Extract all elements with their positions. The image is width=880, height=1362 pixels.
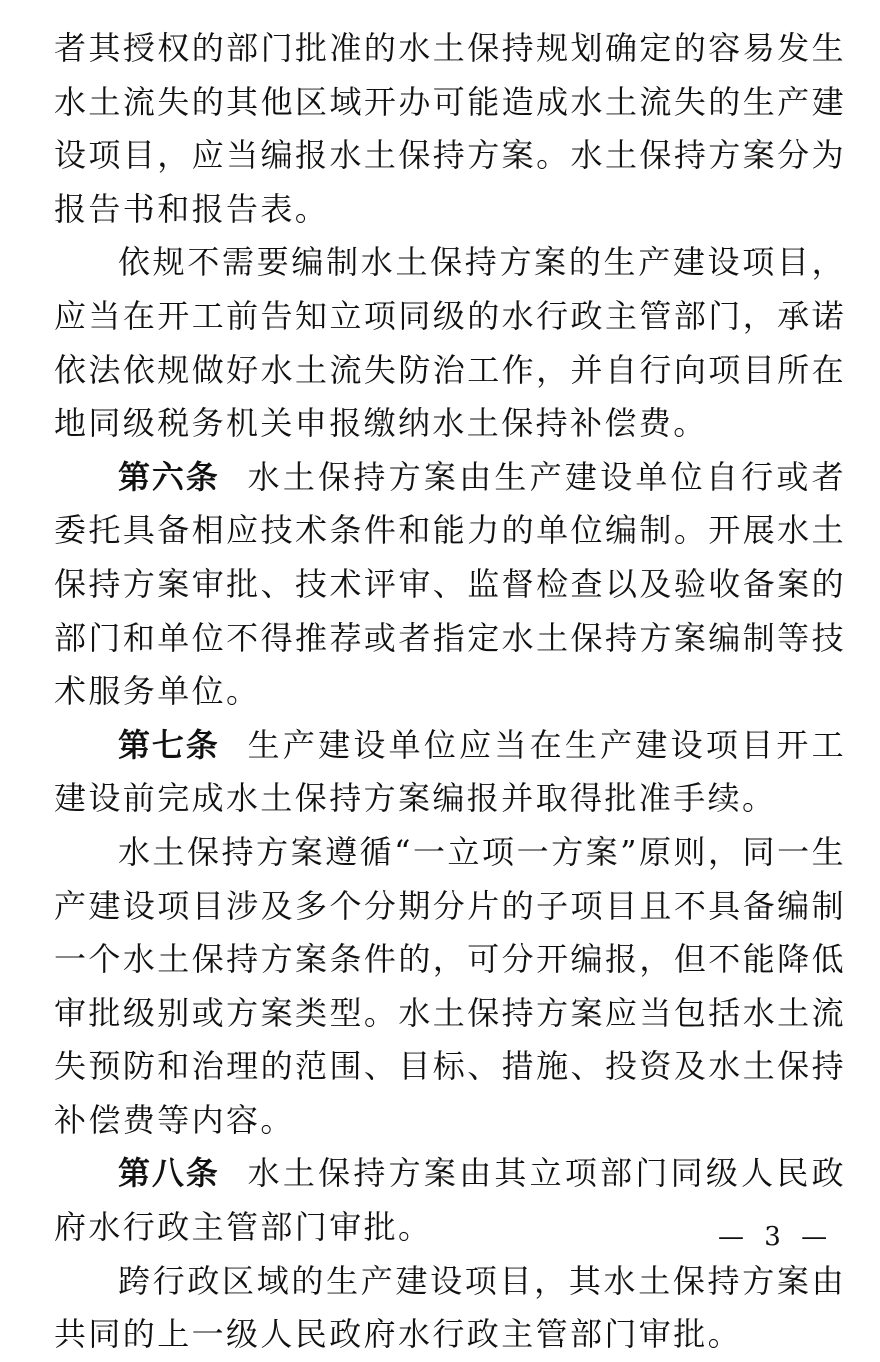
paragraph-text: 者其授权的部门批准的水土保持规划确定的容易发生水土流失的其他区域开办可能造成水土流失的生产建设项目，应当编报水土保持方案。水土保持方案分为报告书和报告表。 bbox=[54, 29, 846, 228]
paragraph-continuation bbox=[54, 22, 846, 236]
page-number: — 3 — bbox=[718, 1222, 834, 1252]
paragraph-text: 跨行政区域的生产建设项目，其水土保持方案由共同的上一级人民政府水行政主管部门审批。 bbox=[54, 1261, 846, 1354]
paragraph-text: 生产建设单位应当在生产建设项目开工建设前完成水土保持方案编报并取得批准手续。 bbox=[54, 725, 846, 818]
article-number: 第六条 bbox=[118, 457, 220, 496]
paragraph-text: 水土保持方案由生产建设单位自行或者委托具备相应技术条件和能力的单位编制。开展水土保持方案审批、技术评审、监督检查以及验收备案的部门和单位不得推荐或者指定水土保持方案编制等技术服务单位。 bbox=[54, 457, 846, 711]
paragraph bbox=[54, 1255, 846, 1362]
paragraph-text: 依规不需要编制水土保持方案的生产建设项目，应当在开工前告知立项同级的水行政主管部门，承诺依法依规做好水土流失防治工作，并自行向项目所在地同级税务机关申报缴纳水土保持补偿费。 bbox=[54, 243, 846, 443]
article-paragraph bbox=[54, 719, 846, 826]
document-body bbox=[54, 22, 846, 1362]
article-paragraph bbox=[54, 451, 846, 719]
paragraph bbox=[54, 826, 846, 1148]
article-number: 第八条 bbox=[118, 1154, 220, 1193]
article-number: 第七条 bbox=[118, 725, 220, 764]
paragraph bbox=[54, 236, 846, 450]
paragraph-text: 水土保持方案由其立项部门同级人民政府水行政主管部门审批。 bbox=[54, 1154, 846, 1247]
paragraph-text: 水土保持方案遵循“一立项一方案”原则，同一生产建设项目涉及多个分期分片的子项目且不具备编制一个水土保持方案条件的，可分开编报，但不能降低审批级别或方案类型。水土保持方案应当包括水土流失预防和治理的范围、目标、措施、投资及水土保持补偿费等内容。 bbox=[54, 832, 846, 1139]
